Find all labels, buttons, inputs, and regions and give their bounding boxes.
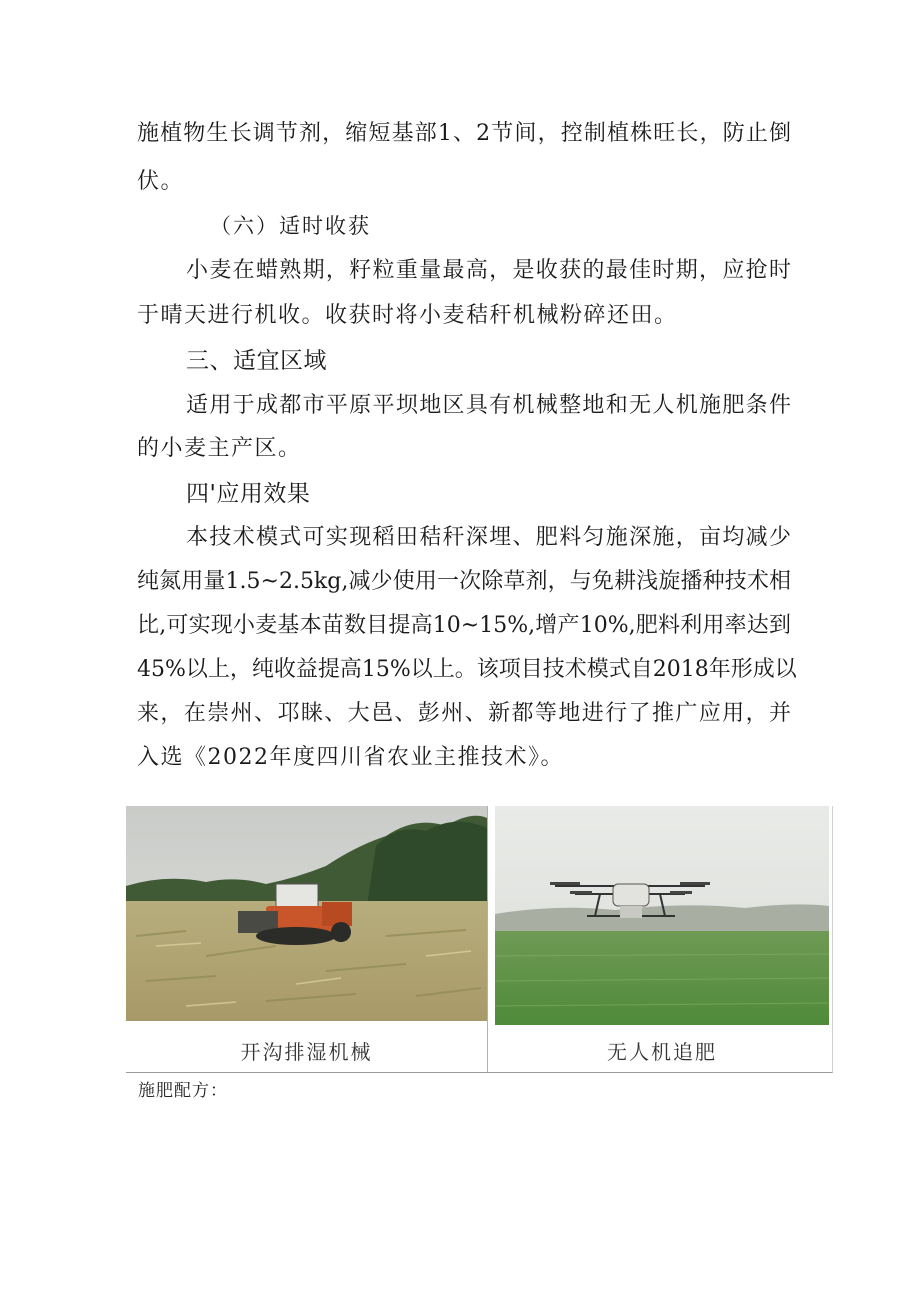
subsection-heading: （六）适时收获	[210, 214, 371, 238]
figure-caption: 开沟排湿机械	[240, 1040, 373, 1064]
figure-divider	[487, 806, 488, 1072]
paragraph-line: 的小麦主产区。	[137, 436, 302, 461]
ditching-machine-photo	[126, 806, 487, 1021]
paragraph-line: 于晴天进行机收。收获时将小麦秸秆机械粉碎还田。	[137, 303, 678, 328]
section-heading: 三、适宜区域	[186, 348, 327, 374]
paragraph-line: 来，在崇州、邛睐、大邑、彭州、新都等地进行了推广应用，并	[137, 701, 791, 726]
paragraph-line: 入选《2022年度四川省农业主推技术》。	[137, 745, 564, 770]
paragraph-line: 施植物生长调节剂，缩短基部1、2节间，控制植株旺长，防止倒	[137, 121, 791, 146]
paragraph-line: 适用于成都市平原平坝地区具有机械整地和无人机施肥条件	[186, 393, 791, 418]
section-heading: 四'应用效果	[186, 481, 311, 507]
figure-caption: 无人机追肥	[607, 1040, 717, 1064]
paragraph-line: 小麦在蜡熟期，籽粒重量最高，是收获的最佳时期，应抢时	[186, 258, 791, 283]
drone-fertilizing-photo	[495, 806, 829, 1025]
paragraph-line: 45%以上，纯收益提高15%以上。该项目技术模式自2018年形成以	[137, 657, 797, 682]
fertilizer-formula-label: 施肥配方：	[138, 1081, 228, 1101]
photo-figure	[126, 806, 833, 1073]
paragraph-line: 比,可实现小麦基本苗数目提高10~15%,增产10%,肥料利用率达到	[137, 613, 791, 638]
paragraph-line: 本技术模式可实现稻田秸秆深埋、肥料匀施深施，亩均减少	[186, 525, 791, 550]
paragraph-line: 伏。	[137, 169, 185, 194]
paragraph-line: 纯氮用量1.5~2.5kg,减少使用一次除草剂，与免耕浅旋播种技术相	[137, 569, 791, 594]
